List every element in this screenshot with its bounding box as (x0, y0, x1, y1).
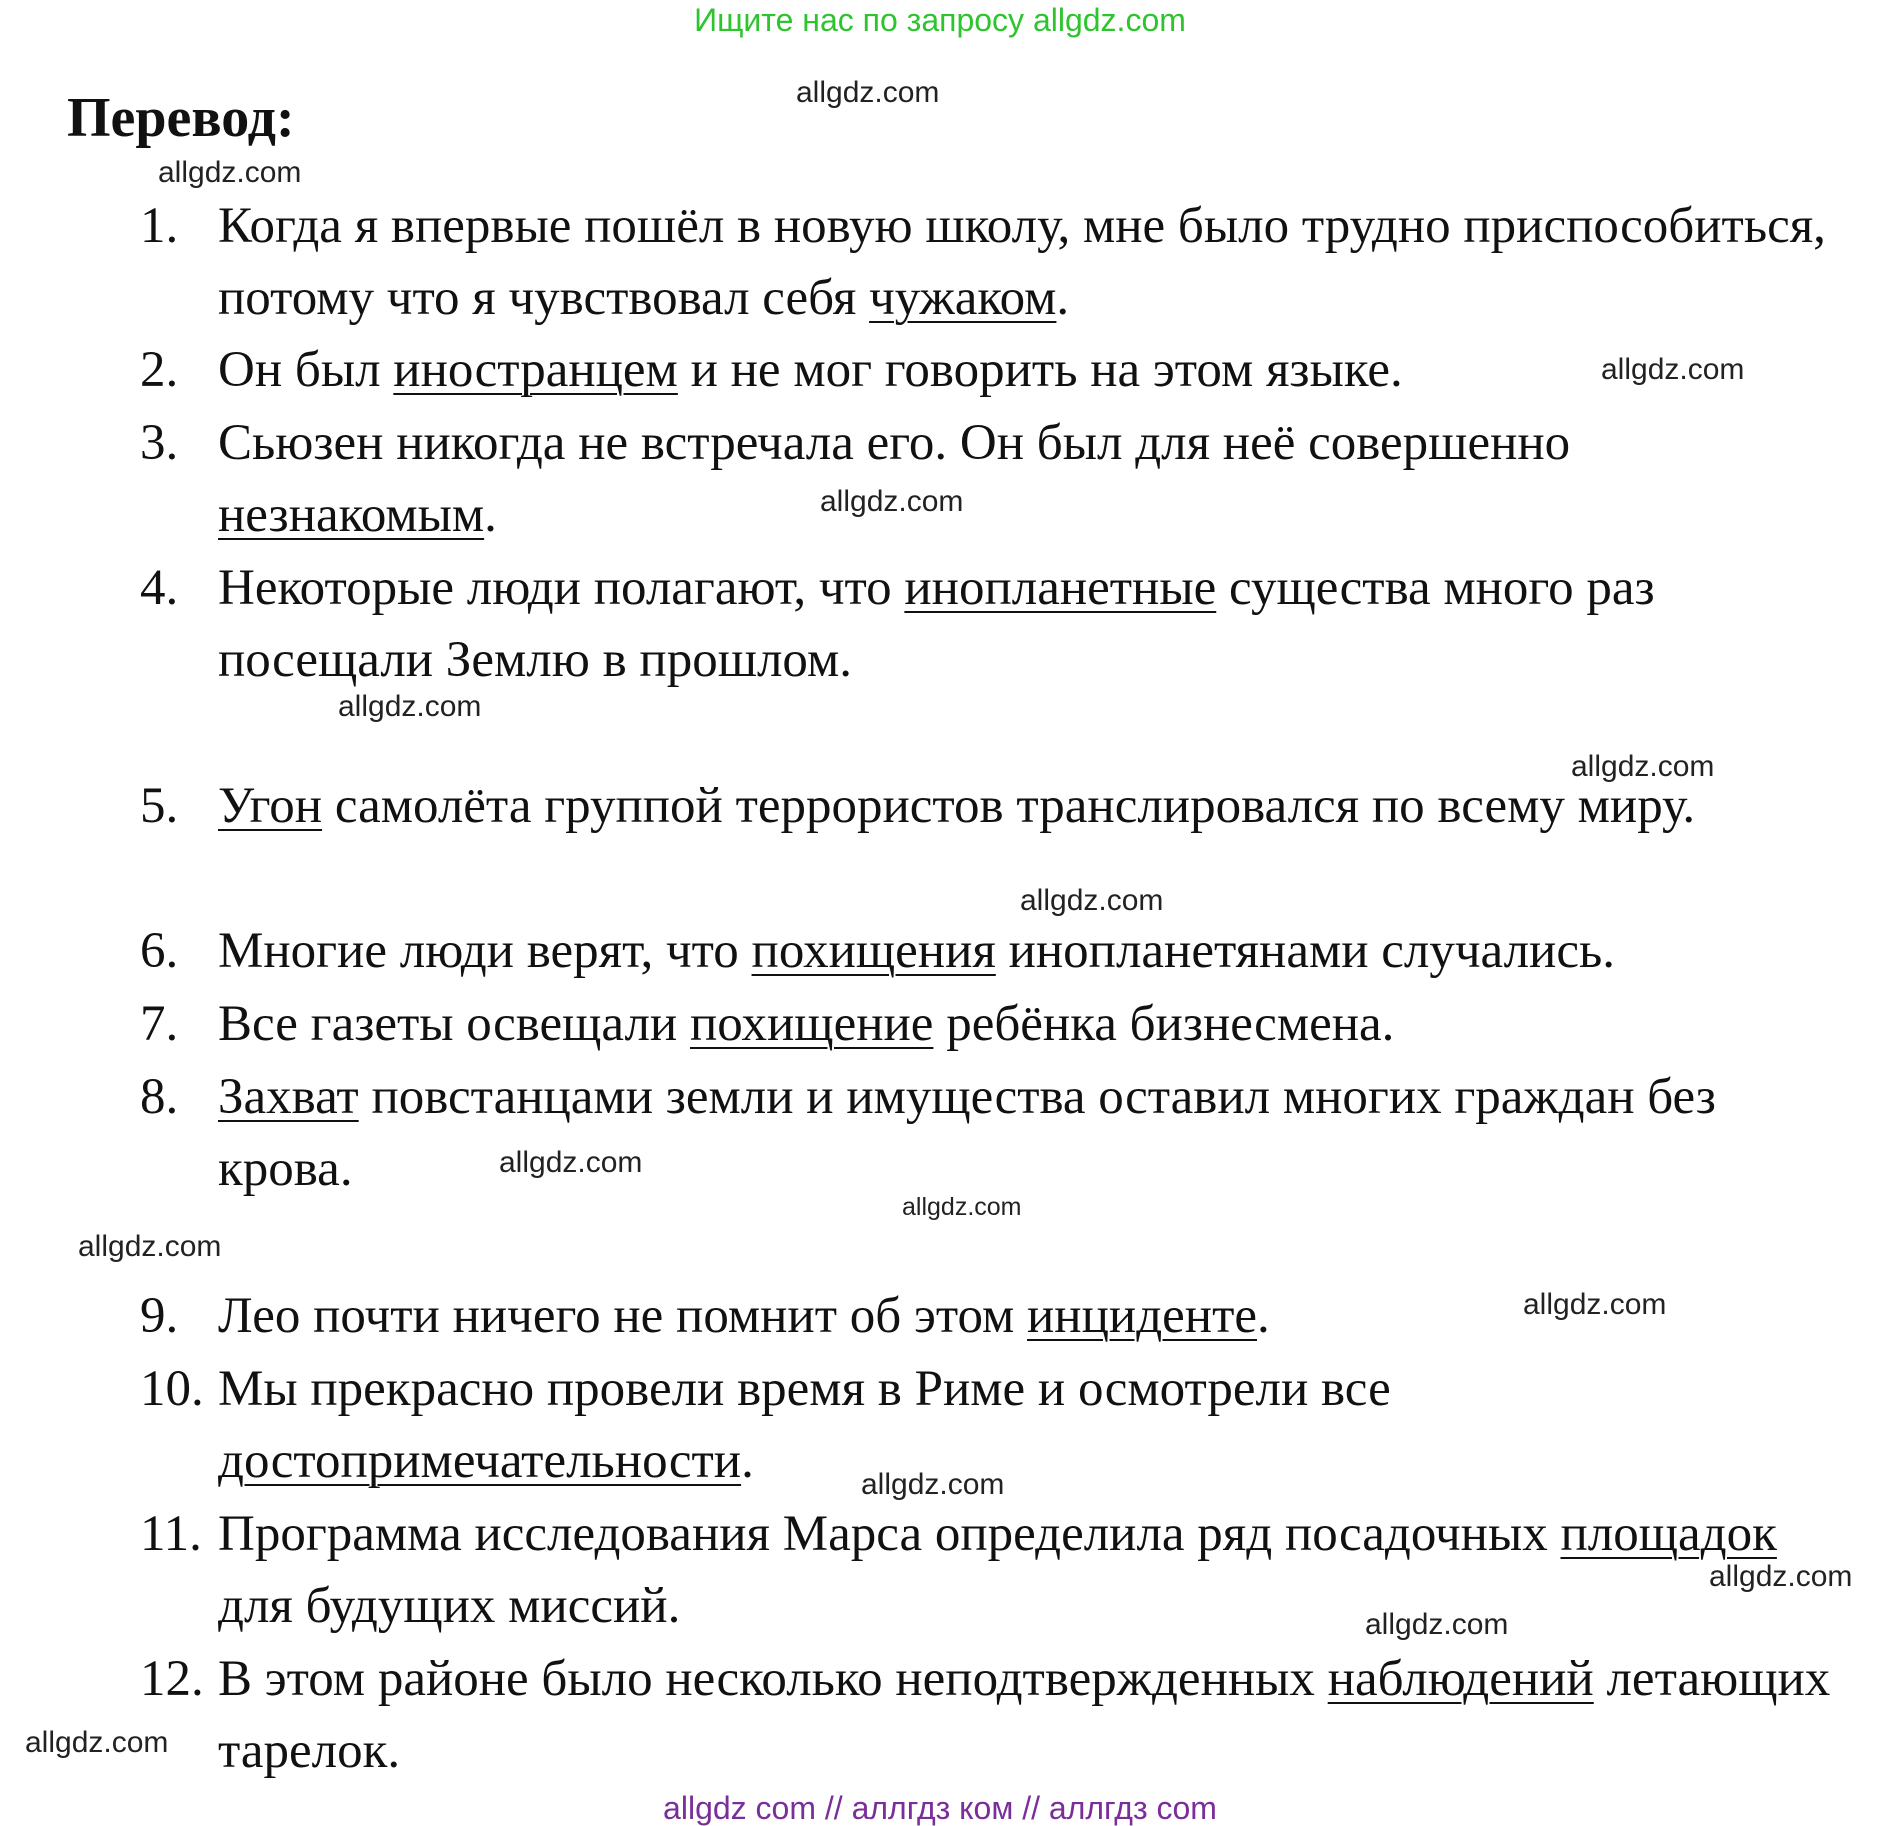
list-item-6 (140, 915, 1860, 987)
item-text: В этом районе было несколько неподтвержденных наблюдений летающих тарелок. (218, 1651, 1831, 1779)
item-text: Он был иностранцем и не мог говорить на этом языке. (218, 342, 1403, 398)
watermark: allgdz.com (1601, 353, 1745, 386)
item-text: Когда я впервые пошёл в новую школу, мне было трудно приспособиться, потому что я чувствовал себя чужаком. (218, 198, 1826, 326)
item-number: 11. (140, 1506, 202, 1562)
watermark: allgdz.com (338, 690, 482, 723)
watermark: allgdz.com (158, 156, 302, 189)
item-number: 7. (140, 996, 179, 1052)
key-term: похищения (751, 923, 996, 979)
key-term: незнакомым (218, 487, 485, 543)
item-text: Многие люди верят, что похищения инопланетянами случались. (218, 923, 1615, 979)
watermark: allgdz.com (1020, 884, 1164, 917)
item-number: 4. (140, 560, 179, 616)
key-term: достопримечательности (218, 1433, 742, 1489)
watermark: allgdz.com (1365, 1608, 1509, 1641)
bottom-watermark-banner: allgdz com // аллгдз ком // аллгдз com (663, 1790, 1217, 1826)
watermark: allgdz.com (78, 1230, 222, 1263)
key-term: Угон (218, 778, 323, 834)
item-text: Некоторые люди полагают, что инопланетные существа много раз посещали Землю в прошлом. (218, 560, 1655, 688)
top-search-banner: Ищите нас по запросу allgdz.com (694, 2, 1186, 38)
item-text: Угон самолёта группой террористов транслировался по всему миру. (218, 778, 1696, 834)
key-term: наблюдений (1327, 1651, 1594, 1707)
key-term: похищение (689, 996, 934, 1052)
item-number: 12. (140, 1651, 204, 1707)
key-term: площадок (1560, 1506, 1777, 1562)
item-number: 8. (140, 1069, 179, 1125)
list-item-7 (140, 988, 1860, 1060)
watermark: allgdz.com (902, 1193, 1022, 1221)
key-term: инопланетные (904, 560, 1217, 616)
item-text: Захват повстанцами земли и имущества оставил многих граждан без крова. (218, 1069, 1716, 1197)
item-number: 10. (140, 1361, 204, 1417)
item-text: Программа исследования Марса определила ряд посадочных площадок для будущих миссий. (218, 1506, 1777, 1634)
list-item-12 (140, 1643, 1860, 1787)
key-term: иностранцем (393, 342, 678, 398)
watermark: allgdz.com (1571, 750, 1715, 783)
item-text: Все газеты освещали похищение ребёнка бизнесмена. (218, 996, 1395, 1052)
key-term: инциденте (1027, 1288, 1257, 1344)
item-text: Сьюзен никогда не встречала его. Он был для неё совершенно незнакомым. (218, 415, 1571, 543)
item-number: 1. (140, 198, 179, 254)
item-number: 2. (140, 342, 179, 398)
watermark: allgdz.com (499, 1146, 643, 1179)
watermark: allgdz.com (796, 76, 940, 109)
item-number: 6. (140, 923, 179, 979)
watermark: allgdz.com (861, 1468, 1005, 1501)
watermark: allgdz.com (1709, 1560, 1853, 1593)
watermark: allgdz.com (25, 1726, 169, 1759)
list-item-8 (140, 1061, 1860, 1205)
list-item-4 (140, 552, 1860, 696)
list-item-1 (140, 190, 1860, 334)
watermark: allgdz.com (1523, 1288, 1667, 1321)
item-number: 5. (140, 778, 179, 834)
list-item-3 (140, 407, 1860, 551)
key-term: чужаком (869, 270, 1057, 326)
item-number: 9. (140, 1288, 179, 1344)
item-text: Лео почти ничего не помнит об этом инциденте. (218, 1288, 1270, 1344)
item-text: Мы прекрасно провели время в Риме и осмотрели все достопримечательности. (218, 1361, 1391, 1489)
list-item-11 (140, 1498, 1860, 1642)
item-number: 3. (140, 415, 179, 471)
page-title: Перевод: (67, 87, 295, 149)
watermark: allgdz.com (820, 485, 964, 518)
key-term: Захват (218, 1069, 359, 1125)
